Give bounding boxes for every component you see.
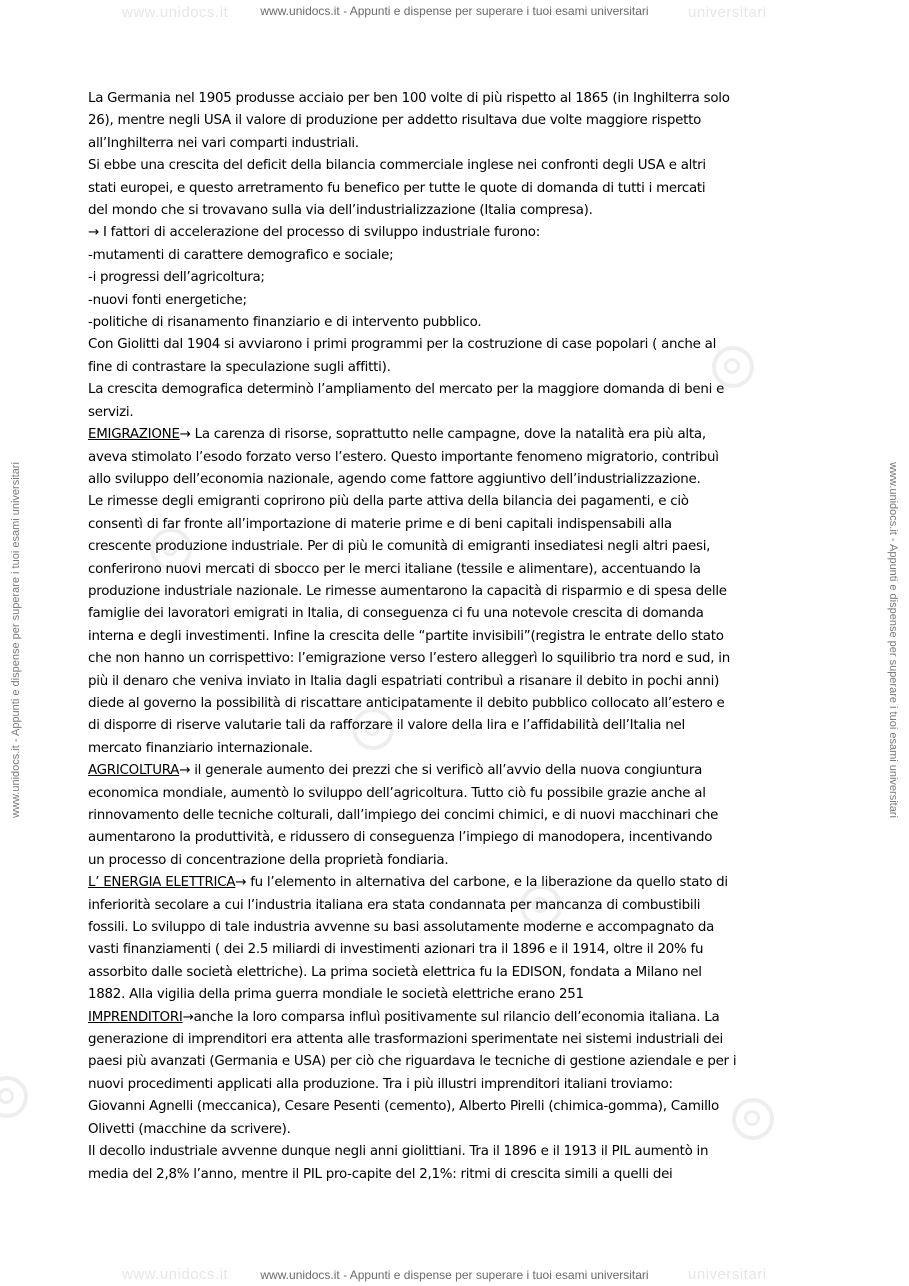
line-text: più il denaro che veniva inviato in Italia dagli espatriati contribuì a risanare il debito in pochi anni) (88, 673, 720, 689)
text-line (88, 760, 828, 782)
text-line (88, 1141, 828, 1163)
line-text: diede al governo la possibilità di riscattare anticipatamente il debito pubblico collocato all’estero e (88, 695, 725, 711)
text-line (88, 536, 828, 558)
side-watermark-left: www.unidocs.it - Appunti e dispense per superare i tuoi esami universitari (10, 462, 22, 818)
text-line (88, 469, 828, 491)
footer-watermark: www.unidocs.it - Appunti e dispense per superare i tuoi esami universitari (260, 1268, 649, 1282)
text-line (88, 1164, 828, 1186)
line-text: consentì di far fronte all’importazione di materie prime e di beni capitali indispensabili alla (88, 516, 672, 532)
line-text: → il generale aumento dei prezzi che si verificò all’avvio della nuova congiuntura (179, 763, 703, 779)
text-line (88, 402, 828, 424)
text-line (88, 939, 828, 961)
line-text: stati europei, e questo arretramento fu benefico per tutte le quote di domanda di tutti i mercati (88, 180, 706, 196)
section-heading: IMPRENDITORI (88, 1009, 183, 1025)
text-line (88, 1119, 828, 1141)
line-text: interna e degli investimenti. Infine la crescita delle “partite invisibili”(registra le entrate dello stato (88, 628, 724, 644)
line-text: → La carenza di risorse, soprattutto nelle campagne, dove la natalità era più alta, (179, 427, 706, 443)
line-text: mercato finanziario internazionale. (88, 740, 313, 756)
line-text: inferiorità secolare a cui l’industria italiana era stata condannata per mancanza di combustibili (88, 897, 701, 913)
line-text: vasti finanziamenti ( dei 2.5 miliardi di investimenti azionari tra il 1896 e il 1914, oltre il 20% fu (88, 942, 704, 958)
text-line (88, 290, 828, 312)
section-heading: L’ ENERGIA ELETTRICA (88, 875, 236, 891)
text-line (88, 962, 828, 984)
line-text: Le rimesse degli emigranti coprirono più della parte attiva della bilancia dei pagamenti, e ciò (88, 494, 689, 510)
line-text: 26), mentre negli USA il valore di produzione per addetto risultava due volte maggiore rispetto (88, 113, 702, 129)
text-line (88, 357, 828, 379)
line-text: conferirono nuovi mercati di sbocco per le merci italiane (tessile e alimentare), accentuando la (88, 561, 701, 577)
line-text: Giovanni Agnelli (meccanica), Cesare Pesenti (cemento), Alberto Pirelli (chimica-gomma), Camillo (88, 1099, 719, 1115)
text-line (88, 200, 828, 222)
text-line (88, 895, 828, 917)
text-line (88, 984, 828, 1006)
text-line (88, 1007, 828, 1029)
text-line (88, 626, 828, 648)
line-text: servizi. (88, 404, 134, 420)
text-line (88, 872, 828, 894)
text-line (88, 312, 828, 334)
text-line (88, 110, 828, 132)
line-text: -mutamenti di carattere demografico e sociale; (88, 247, 394, 263)
line-text: → I fattori di accelerazione del processo di sviluppo industriale furono: (88, 225, 541, 241)
line-text: →anche la loro comparsa influì positivamente sul rilancio dell’economia italiana. La (182, 1009, 720, 1025)
line-text: aveva stimolato l’esodo forzato verso l’estero. Questo importante fenomeno migratorio, contribuì (88, 449, 719, 465)
line-text: produzione industriale nazionale. Le rimesse aumentarono la capacità di risparmio e di spesa delle (88, 583, 727, 599)
line-text: che non hanno un corrispettivo: l’emigrazione verso l’estero alleggerì lo squilibrio tra nord e sud, in (88, 651, 730, 667)
text-line (88, 491, 828, 513)
text-line (88, 1074, 828, 1096)
text-line (88, 603, 828, 625)
text-line (88, 88, 828, 110)
line-text: 1882. Alla vigilia della prima guerra mondiale le società elettriche erano 251 (88, 987, 584, 1003)
line-text: rinnovamento delle tecniche colturali, dall’impiego dei concimi chimici, e di nuovi macchinari che (88, 808, 719, 823)
text-line (88, 514, 828, 536)
line-text: assorbito dalle società elettriche). La prima società elettrica fu la EDISON, fondata a Milano nel (88, 964, 702, 980)
text-line (88, 738, 828, 760)
line-text: La Germania nel 1905 produsse acciaio per ben 100 volte di più rispetto al 1865 (in Inghilterra solo (88, 91, 730, 106)
text-line (88, 805, 828, 827)
ghost-watermark-top-right: universitari (688, 4, 767, 21)
line-text: famiglie dei lavoratori emigrati in Italia, di conseguenza ci fu una notevole crescita di domanda (88, 606, 704, 622)
line-text: aumentarono la produttività, e ridussero di conseguenza l’impiego di manodopera, incentivando (88, 830, 713, 846)
line-text: allo sviluppo dell’economia nazionale, agendo come fattore aggiuntivo dell’industrializzazione. (88, 471, 701, 487)
text-line (88, 648, 828, 670)
line-text: fossili. Lo sviluppo di tale industria avvenne su basi assolutamente moderne e accompagnato da (88, 920, 715, 936)
text-line (88, 245, 828, 267)
line-text: La crescita demografica determinò l’ampliamento del mercato per la maggiore domanda di beni e (88, 382, 725, 398)
text-line (88, 1029, 828, 1051)
ghost-watermark-top-left: www.unidocs.it (122, 4, 229, 21)
line-text: Il decollo industriale avvenne dunque negli anni giolittiani. Tra il 1896 e il 1913 il PIL aumentò in (88, 1144, 709, 1160)
text-line (88, 827, 828, 849)
section-heading: AGRICOLTURA (88, 763, 180, 779)
line-text: Con Giolitti dal 1904 si avviarono i primi programmi per la costruzione di case popolari ( anche al (88, 337, 717, 353)
line-text: crescente produzione industriale. Per di più le comunità di emigranti insediatesi negli altri paesi, (88, 539, 711, 555)
text-line (88, 917, 828, 939)
side-watermark-right: www.unidocs.it - Appunti e dispense per superare i tuoi esami universitari (887, 462, 899, 818)
ghost-watermark-bottom-right: universitari (688, 1266, 767, 1283)
line-text: all’Inghilterra nei vari comparti industriali. (88, 135, 359, 151)
line-text: media del 2,8% l’anno, mentre il PIL pro-capite del 2,1%: ritmi di crescita simili a quelli dei (88, 1166, 673, 1182)
ghost-watermark-bottom-left: www.unidocs.it (122, 1266, 229, 1283)
text-line (88, 693, 828, 715)
line-text: -nuovi fonti energetiche; (88, 292, 247, 308)
text-line (88, 559, 828, 581)
text-line (88, 1096, 828, 1118)
watermark-logo-icon (0, 1076, 28, 1118)
text-line (88, 783, 828, 805)
text-line (88, 1051, 828, 1073)
line-text: economica mondiale, aumentò lo sviluppo dell’agricoltura. Tutto ciò fu possibile grazie anche al (88, 785, 706, 801)
text-line (88, 155, 828, 177)
text-line (88, 715, 828, 737)
line-text: del mondo che si trovavano sulla via dell’industrializzazione (Italia compresa). (88, 203, 593, 219)
text-line (88, 379, 828, 401)
line-text: Si ebbe una crescita del deficit della bilancia commerciale inglese nei confronti degli USA e altri (88, 158, 706, 174)
line-text: di disporre di riserve valutarie tali da rafforzare il valore della lira e l’affidabilità dell’Italia nel (88, 718, 685, 734)
header-watermark: www.unidocs.it - Appunti e dispense per superare i tuoi esami universitari (260, 4, 649, 18)
text-line (88, 447, 828, 469)
line-text: -i progressi dell’agricoltura; (88, 270, 265, 286)
line-text: nuovi procedimenti applicati alla produzione. Tra i più illustri imprenditori italiani troviamo: (88, 1076, 673, 1092)
line-text: Olivetti (macchine da scrivere). (88, 1121, 291, 1137)
text-line (88, 671, 828, 693)
section-heading: EMIGRAZIONE (88, 427, 180, 443)
document-body-text (88, 88, 828, 1186)
line-text: -politiche di risanamento finanziario e di intervento pubblico. (88, 315, 482, 331)
line-text: fine di contrastare la speculazione sugli affitti). (88, 359, 391, 375)
line-text: → fu l’elemento in alternativa del carbone, e la liberazione da quello stato di (235, 875, 728, 891)
line-text: generazione di imprenditori era attenta alle trasformazioni sperimentate nei sistemi industriali dei (88, 1032, 723, 1048)
text-line (88, 581, 828, 603)
line-text: un processo di concentrazione della proprietà fondiaria. (88, 852, 449, 868)
text-line (88, 222, 828, 244)
text-line (88, 850, 828, 872)
text-line (88, 178, 828, 200)
text-line (88, 267, 828, 289)
text-line (88, 133, 828, 155)
text-line (88, 424, 828, 446)
text-line (88, 334, 828, 356)
line-text: paesi più avanzati (Germania e USA) per ciò che riguardava le tecniche di gestione aziendale e per i (88, 1054, 737, 1070)
